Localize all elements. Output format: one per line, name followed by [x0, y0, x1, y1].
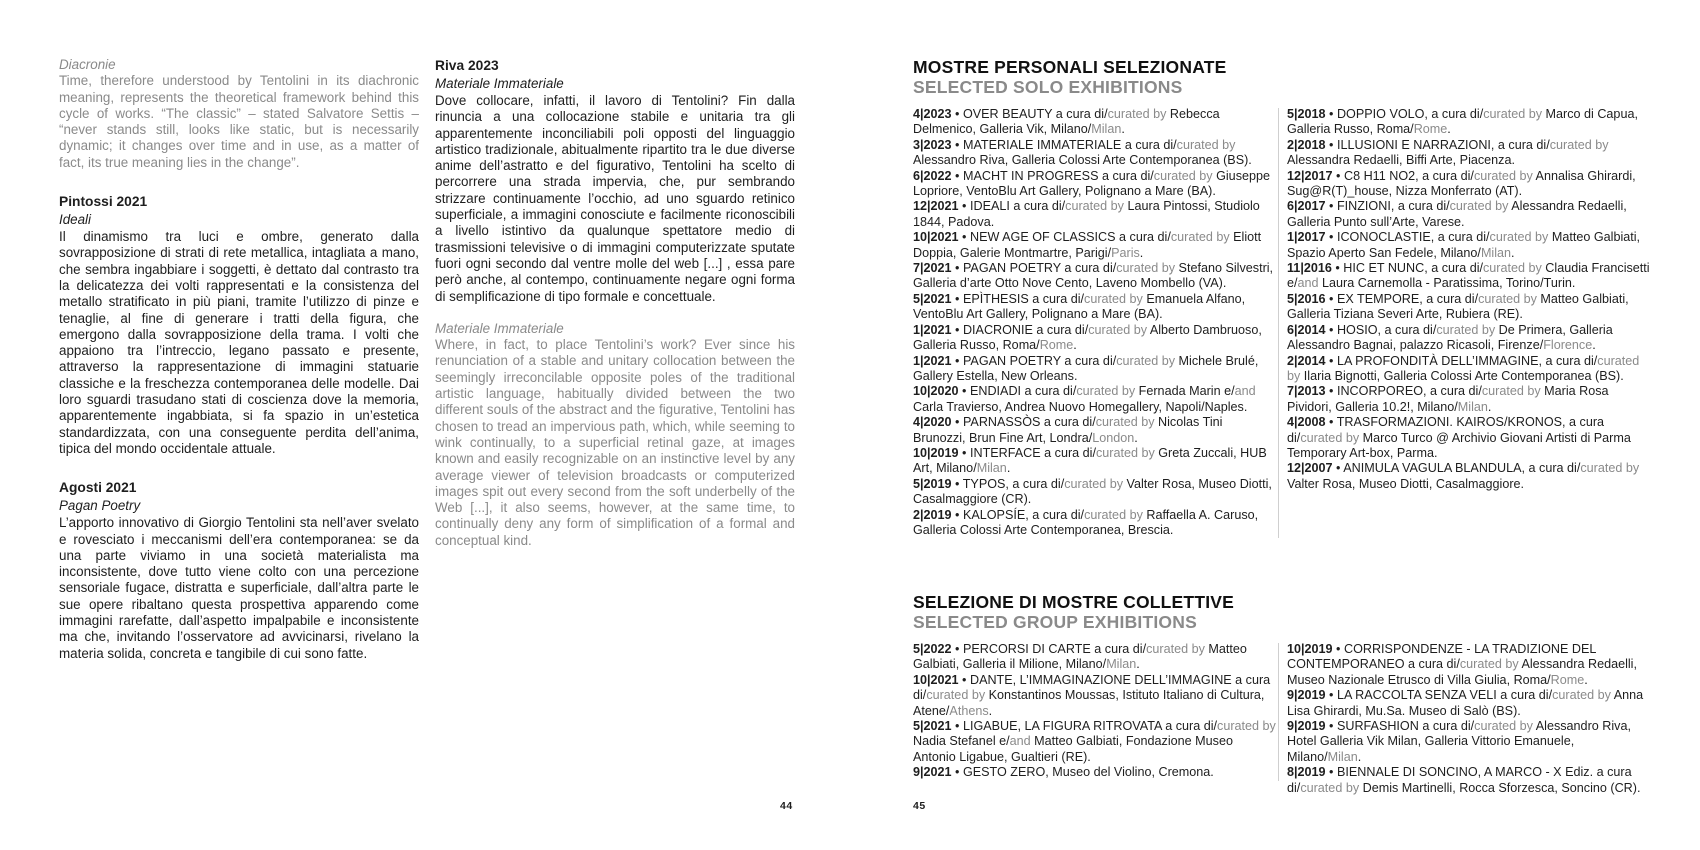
pintossi-subtitle: Ideali — [59, 212, 92, 228]
curated-by-label: curated by — [1459, 657, 1519, 672]
exhibition-entry — [1287, 415, 1650, 461]
exhibition-details-end: . — [1487, 399, 1492, 414]
curated-by-label: curated by — [1217, 719, 1276, 734]
curated-by-label: curated by — [1107, 107, 1167, 121]
exhibition-title: • INTERFACE a cura di/ — [958, 445, 1096, 460]
exhibition-details-end: . — [1584, 672, 1588, 687]
curated-by-label: curated by — [1064, 476, 1124, 491]
exhibition-title: • CORRISPONDENZE - LA TRADIZIONE DEL CONTEMPORANEO a cura di/ — [1287, 642, 1596, 672]
exhibition-title: • LA PROFONDITÀ DELL’IMMAGINE, a cura di/ — [1325, 353, 1598, 368]
curated-by-label: curated by — [1552, 688, 1611, 703]
exhibition-details: Ilaria Bignotti, Galleria Colossi Arte Contemporanea (BS). — [1300, 368, 1624, 383]
english-translation: London — [1092, 430, 1135, 445]
group-list-column-2 — [1287, 642, 1650, 796]
exhibition-entry — [913, 765, 1276, 780]
exhibition-entry — [913, 673, 1276, 719]
exhibition-date: 11|2016 — [1287, 261, 1332, 276]
exhibition-details-end: . — [1592, 338, 1596, 353]
exhibition-entry — [1287, 138, 1650, 169]
exhibition-title: • ENDIADI a cura di/ — [958, 384, 1077, 399]
curated-by-label: curated by — [1300, 430, 1360, 445]
curated-by-label: curated by — [1473, 168, 1533, 183]
page-number-left: 44 — [780, 800, 793, 812]
exhibition-date: 1|2017 — [1287, 230, 1326, 245]
exhibition-entry — [913, 292, 1276, 323]
exhibition-title: • HOSIO, a cura di/ — [1325, 322, 1437, 337]
curated-by-label: curated by — [1300, 780, 1360, 795]
exhibition-title: • PAGAN POETRY a cura di/ — [951, 261, 1117, 276]
exhibition-entry — [1287, 384, 1650, 415]
pintossi-text: Il dinamismo tra luci e ombre, generato dalla sovrapposizione di strati di rete metallica, intagliata a mano, che sembra ingabbiare i soggetti, è dettato dal contrasto tra la delicatezza dei volti rappresentati e la consistenza del metallo stratificato in più piani, tramite l’utilizzo di pinze e tenaglie, al fine di generare i tratti della figura, che emergono dalla sovrapposizione della trama. I volti che appaiono tra l’intreccio, legano passato e presente, attraverso la rappresentazione di immagini statuarie classiche e la freschezza contemporanea delle modelle. Dai loro sguardi trasudano stati di coscienza dove la memoria, apparentemente ingabbiata, si fa spazio in un’estetica standardizzata, con una conseguente perdita dell’anima, tipica del mondo occidentale attuale. — [59, 229, 419, 456]
exhibition-date: 10|2021 — [913, 672, 959, 687]
exhibition-details-end: . — [1447, 122, 1451, 137]
english-translation: and — [1009, 734, 1031, 749]
exhibition-details: Claudia Francisetti e/ — [1287, 261, 1650, 291]
exhibition-title: • LIGABUE, LA FIGURA RITROVATA a cura di/ — [951, 719, 1218, 734]
exhibition-details-end: . — [1134, 430, 1138, 445]
exhibition-title: • DOPPIO VOLO, a cura di/ — [1325, 107, 1484, 121]
exhibition-title: • SURFASHION a cura di/ — [1325, 719, 1475, 734]
diacronie-text: Time, therefore understood by Tentolini in its diachronic meaning, represents the theoretical framework behind this cycle of works. “The classic” – stated Salvatore Settis – “never stands still, looks like static, but is necessarily dynamic; it changes over time and in use, as a matter of fact, its true meaning lies in the change”. — [59, 73, 419, 170]
exhibition-details: Konstantinos Moussas, Istituto Italiano di Cultura, Atene/ — [913, 688, 1265, 718]
exhibition-details: Marco Turco @ Archivio Giovani Artisti di Parma Temporary Art-box, Parma. — [1287, 430, 1631, 460]
exhibition-details: Michele Brulé, Gallery Estella, New Orleans. — [913, 353, 1259, 383]
curated-by-label: curated by — [1084, 291, 1143, 306]
english-translation: Athens — [949, 703, 989, 718]
curated-by-label: curated by — [1483, 261, 1542, 276]
exhibition-title: • KALOPSÍE, a cura di/ — [951, 507, 1085, 522]
exhibition-entry — [913, 446, 1276, 477]
agosti-title: Agosti 2021 — [59, 480, 137, 496]
solo-title-en: SELECTED SOLO EXHIBITIONS — [913, 77, 1183, 97]
curated-by-label: curated by — [1170, 230, 1230, 245]
curated-by-label: curated by — [1489, 230, 1549, 245]
english-translation: Paris — [1111, 245, 1140, 260]
exhibition-entry — [913, 323, 1276, 354]
exhibition-title: • INCORPOREO, a cura di/ — [1325, 384, 1482, 399]
exhibition-date: 5|2018 — [1287, 107, 1326, 121]
solo-list-column-1 — [913, 107, 1276, 538]
exhibition-date: 10|2019 — [1287, 642, 1333, 656]
page-number-right: 45 — [913, 800, 926, 812]
exhibition-entry — [1287, 642, 1650, 688]
curated-by-label: curated by — [1153, 168, 1213, 183]
english-translation: Milan — [1480, 245, 1512, 260]
exhibition-details: De Primera, Galleria Alessandro Bagnai, palazzo Ricasoli, Firenze/ — [1287, 322, 1613, 353]
exhibition-details: Anna Lisa Ghirardi, Mu.Sa. Museo di Salò (BS). — [1287, 688, 1644, 718]
exhibition-date: 9|2021 — [913, 765, 952, 780]
exhibition-entry — [1287, 688, 1650, 719]
english-translation: Milan — [1327, 749, 1358, 764]
curated-by-label: curated by — [1095, 415, 1155, 430]
solo-heading — [913, 57, 1227, 97]
english-translation: and — [1234, 384, 1256, 399]
curated-by-label: curated by — [1076, 384, 1136, 399]
exhibition-date: 6|2022 — [913, 168, 952, 183]
exhibition-details: Valter Rosa, Museo Diotti, Casalmaggiore (CR). — [913, 476, 1272, 507]
exhibition-details: Annalisa Ghirardi, Sug@R(T)_house, Nizza Monferrato (AT). — [1287, 168, 1636, 199]
curated-by-label: curated by — [1436, 322, 1496, 337]
exhibition-details: Demis Martinelli, Rocca Sforzesca, Soncino (CR). — [1359, 780, 1641, 795]
group-divider — [1278, 643, 1279, 781]
exhibition-entry — [913, 138, 1276, 169]
exhibition-date: 2|2014 — [1287, 353, 1326, 368]
exhibition-date: 2|2019 — [913, 507, 952, 522]
curated-by-label: curated by — [1474, 719, 1533, 734]
right-page — [850, 0, 1700, 850]
exhibition-details: Fernada Marin e/ — [1135, 384, 1235, 399]
exhibition-date: 10|2020 — [913, 384, 959, 399]
english-translation: Rome — [1550, 672, 1585, 687]
english-translation: Rome — [1039, 338, 1074, 353]
diacronie-title: Diacronie — [59, 57, 116, 72]
exhibition-date: 9|2019 — [1287, 719, 1326, 734]
exhibition-title: • TRASFORMAZIONI. KAIROS/KRONOS, a cura di/ — [1287, 415, 1605, 445]
exhibition-details: Matteo Galbiati, Galleria il Milione, Milano/ — [913, 642, 1247, 672]
exhibition-details: Stefano Silvestri, Galleria d’arte Otto Nove Cento, Laveno Mombello (VA). — [913, 261, 1274, 291]
group-title-it: SELEZIONE DI MOSTRE COLLETTIVE — [913, 592, 1235, 612]
exhibition-details-end: Carla Travierso, Andrea Nuovo Homegallery, Napoli/Naples. — [913, 399, 1248, 414]
curated-by-label: curated by — [1580, 461, 1640, 476]
exhibition-title: • DANTE, L’IMMAGINAZIONE DELL’IMMAGINE a cura di/ — [913, 672, 1271, 703]
pintossi-title: Pintossi 2021 — [59, 194, 148, 210]
exhibition-date: 5|2016 — [1287, 291, 1326, 306]
exhibition-date: 8|2019 — [1287, 765, 1326, 780]
exhibition-entry — [1287, 765, 1650, 796]
agosti-text: L’apporto innovativo di Giorgio Tentolini sta nell’aver svelato e rovesciato i meccanismi dell’era contemporanea: se da una parte viviamo in una società materialista ma inconsistente, dove tutto viene colto con una percezione sensoriale fugace, distratta e superficiale, dall’altra parte le sue opere ribaltano questa prospettiva apparendo come immagini rarefatte, dall’aspetto impalpabile e inconsistente ma che, invitando l’osservatore ad avvicinarsi, rivelano la materia solida, concreta e tangibile di cui sono fatte. — [59, 515, 419, 661]
exhibition-entry — [913, 230, 1276, 261]
exhibition-date: 5|2021 — [913, 291, 952, 306]
exhibition-entry — [1287, 461, 1650, 492]
english-translation: Milan — [1457, 399, 1488, 414]
exhibition-date: 4|2008 — [1287, 415, 1326, 430]
exhibition-details: Raffaella A. Caruso, Galleria Colossi Arte Contemporanea, Brescia. — [913, 507, 1259, 537]
english-translation: Milan — [1091, 122, 1122, 137]
exhibition-entry — [913, 719, 1276, 765]
exhibition-details-end: . — [988, 703, 993, 718]
exhibition-entry — [1287, 169, 1650, 200]
riva-text: Dove collocare, infatti, il lavoro di Tentolini? Fin dalla rinuncia a una collocazione stabile e unitaria tra gli apparentemente inconciliabili poli opposti del linguaggio artistico tradizionale, abitualmente ripartito tra le due diverse anime dell’astratto e del figurativo, Tentolini ha scelto di percorrere una strada impervia, che, pur sembrando strizzare continuamente l’occhio, ad uno sguardo retinico superficiale, a immagini conosciute e facilmente riconoscibili a livello istintivo da qualunque spettatore medio di trasmissioni televisive o di immagini computerizzate sputate fuori ogni secondo dal ventre molle del web [...] , essa pare però anche, al contempo, continuamente negare ogni forma di semplificazione di tipo formale e concettuale. — [435, 93, 795, 304]
exhibition-entry — [1287, 354, 1650, 385]
exhibition-date: 4|2023 — [913, 107, 952, 121]
exhibition-date: 6|2017 — [1287, 199, 1326, 214]
exhibition-title: • C8 H11 NO2, a cura di/ — [1332, 168, 1474, 183]
exhibition-title: • PERCORSI DI CARTE a cura di/ — [951, 642, 1147, 656]
exhibition-title: • IDEALI a cura di/ — [958, 199, 1066, 214]
exhibition-title: • EPÌTHESIS a cura di/ — [951, 291, 1085, 306]
exhibition-entry — [1287, 261, 1650, 292]
exhibition-entry — [1287, 199, 1650, 230]
exhibition-entry — [1287, 323, 1650, 354]
exhibition-title: • ANIMULA VAGULA BLANDULA, a cura di/ — [1332, 461, 1581, 476]
exhibition-details: Rebecca Delmenico, Galleria Vik, Milano/ — [913, 107, 1220, 137]
exhibition-details-end: . — [1006, 461, 1011, 476]
left-column-1 — [59, 57, 419, 662]
exhibition-title: • LA RACCOLTA SENZA VELI a cura di/ — [1325, 688, 1553, 703]
exhibition-details: Matteo Galbiati, Spazio Aperto San Fedele, Milano/ — [1287, 230, 1641, 260]
exhibition-title: • DIACRONIE a cura di/ — [951, 322, 1089, 337]
curated-by-label: curated by — [1116, 261, 1176, 276]
exhibition-date: 3|2023 — [913, 137, 952, 152]
exhibition-title: • HIC ET NUNC, a cura di/ — [1331, 261, 1483, 276]
exhibition-details-end: . — [1121, 122, 1125, 137]
riva-en-text: Where, in fact, to place Tentolini’s work? Ever since his renunciation of a stable and unitary collocation between the seemingly irreconcilable opposite poles of the traditional artistic language, habitually divided between the two different souls of the abstract and the figurative, Tentolini has chosen to tread an impervious path, which, while seeming to wink continually, to a superficial retinal gaze, at images known and easily recognizable on an instinctive level by any average viewer of television broadcasts or computerized images spit out every second from the soft underbelly of the Web [...], it also seems, however, at the same time, to continually deny any form of simplification of a formal and conceptual kind. — [435, 337, 795, 548]
exhibition-details-end: Matteo Galbiati, Fondazione Museo Antonio Ligabue, Gualtieri (RE). — [913, 734, 1233, 764]
agosti-subtitle: Pagan Poetry — [59, 498, 141, 514]
curated-by-label: curated by — [1176, 137, 1236, 152]
exhibition-entry — [913, 107, 1276, 138]
exhibition-date: 12|2007 — [1287, 461, 1333, 476]
exhibition-title: • EX TEMPORE, a cura di/ — [1325, 291, 1479, 306]
exhibition-details-end: Laura Carnemolla - Paratissima, Torino/Turin. — [1318, 276, 1576, 291]
exhibition-title: • GESTO ZERO, Museo del Violino, Cremona. — [951, 765, 1214, 780]
group-title-en: SELECTED GROUP EXHIBITIONS — [913, 612, 1197, 632]
exhibition-details: Marco di Capua, Galleria Russo, Roma/ — [1287, 107, 1638, 137]
english-translation: Florence — [1543, 338, 1593, 353]
curated-by-label: curated by — [1287, 353, 1640, 383]
exhibition-entry — [913, 261, 1276, 292]
exhibition-title: • ICONOCLASTIE, a cura di/ — [1325, 230, 1490, 245]
left-column-2 — [435, 57, 795, 549]
exhibition-details-end: . — [1073, 338, 1077, 353]
solo-title-it: MOSTRE PERSONALI SELEZIONATE — [913, 57, 1227, 77]
curated-by-label: curated by — [1483, 107, 1543, 121]
exhibition-entry — [1287, 292, 1650, 323]
exhibition-entry — [913, 169, 1276, 200]
exhibition-details: Giuseppe Lopriore, VentoBlu Art Gallery, Polignano a Mare (BA). — [913, 168, 1271, 199]
exhibition-entry — [913, 415, 1276, 446]
exhibition-date: 10|2019 — [913, 445, 959, 460]
curated-by-label: curated by — [1095, 445, 1155, 460]
exhibition-details: Emanuela Alfano, VentoBlu Art Gallery, Polignano a Mare (BA). — [913, 291, 1246, 322]
exhibition-entry — [1287, 719, 1650, 765]
exhibition-date: 9|2019 — [1287, 688, 1326, 703]
exhibition-details: Alberto Dambruoso, Galleria Russo, Roma/ — [913, 322, 1262, 353]
exhibition-title: • TYPOS, a cura di/ — [951, 476, 1065, 491]
exhibition-details-end: . — [1136, 657, 1140, 672]
exhibition-details: Greta Zuccali, HUB Art, Milano/ — [913, 445, 1267, 476]
solo-divider — [1278, 108, 1279, 538]
exhibition-details: Eliott Doppia, Galerie Montmartre, Parigi/ — [913, 230, 1262, 260]
exhibition-date: 5|2019 — [913, 476, 952, 491]
exhibition-details: Maria Rosa Pividori, Galleria 10.2!, Milano/ — [1287, 384, 1609, 414]
exhibition-details: Alessandro Riva, Hotel Galleria Vik Milan, Galleria Vittorio Emanuele, Milano/ — [1287, 719, 1631, 764]
exhibition-details: Nicolas Tini Brunozzi, Brun Fine Art, Londra/ — [913, 415, 1223, 445]
exhibition-entry — [1287, 107, 1650, 138]
curated-by-label: curated by — [1549, 137, 1609, 152]
exhibition-entry — [1287, 230, 1650, 261]
curated-by-label: curated by — [1065, 199, 1124, 214]
curated-by-label: curated by — [1116, 353, 1176, 368]
exhibition-details: Alessandra Redaelli, Galleria Punto sull’Arte, Varese. — [1287, 199, 1627, 229]
exhibition-title: • PAGAN POETRY a cura di/ — [951, 353, 1117, 368]
english-translation: Milan — [1106, 657, 1137, 672]
exhibition-entry — [913, 384, 1276, 415]
exhibition-date: 5|2021 — [913, 719, 952, 734]
curated-by-label: curated by — [1481, 384, 1541, 399]
exhibition-details-end: . — [1139, 245, 1144, 260]
exhibition-date: 1|2021 — [913, 322, 952, 337]
exhibition-date: 7|2021 — [913, 261, 952, 276]
exhibition-details: Alessandro Riva, Galleria Colossi Arte Contemporanea (BS). — [913, 153, 1252, 168]
curated-by-label: curated by — [1084, 507, 1143, 522]
curated-by-label: curated by — [1449, 199, 1509, 214]
exhibition-title: • FINZIONI, a cura di/ — [1325, 199, 1450, 214]
exhibition-details: Nadia Stefanel e/ — [913, 734, 1010, 749]
group-heading — [913, 592, 1234, 632]
exhibition-title: • ILLUSIONI E NARRAZIONI, a cura di/ — [1325, 137, 1550, 152]
exhibition-entry — [913, 199, 1276, 230]
exhibition-details: Valter Rosa, Museo Diotti, Casalmaggiore. — [1287, 476, 1525, 491]
riva-title: Riva 2023 — [435, 58, 499, 73]
exhibition-date: 5|2022 — [913, 642, 952, 656]
exhibition-title: • PARNASSÒS a cura di/ — [951, 415, 1096, 430]
english-translation: and — [1297, 276, 1319, 291]
exhibition-entry — [913, 642, 1276, 673]
exhibition-date: 10|2021 — [913, 230, 959, 245]
exhibition-date: 4|2020 — [913, 415, 952, 430]
exhibition-entry — [913, 354, 1276, 385]
curated-by-label: curated by — [1146, 642, 1205, 656]
curated-by-label: curated by — [1088, 322, 1148, 337]
exhibition-entry — [913, 508, 1276, 539]
exhibition-title: • NEW AGE OF CLASSICS a cura di/ — [958, 230, 1171, 245]
curated-by-label: curated by — [1478, 291, 1537, 306]
exhibition-title: • MATERIALE IMMATERIALE a cura di/ — [951, 137, 1177, 152]
exhibition-details: Matteo Galbiati, Galleria Tiziana Severi Arte, Rubiera (RE). — [1287, 291, 1629, 322]
exhibition-title: • MACHT IN PROGRESS a cura di/ — [951, 168, 1154, 183]
exhibition-date: 7|2013 — [1287, 384, 1326, 399]
exhibition-title: • OVER BEAUTY a cura di/ — [951, 107, 1108, 121]
solo-list-column-2 — [1287, 107, 1650, 492]
curated-by-label: curated by — [926, 688, 986, 703]
exhibition-date: 6|2014 — [1287, 322, 1326, 337]
group-list-column-1 — [913, 642, 1276, 781]
exhibition-title: • BIENNALE DI SONCINO, A MARCO - X Ediz. a cura di/ — [1287, 765, 1632, 795]
riva-en-subtitle: Materiale Immateriale — [435, 320, 564, 336]
exhibition-date: 12|2017 — [1287, 168, 1333, 183]
riva-subtitle: Materiale Immateriale — [435, 76, 564, 91]
exhibition-date: 12|2021 — [913, 199, 959, 214]
exhibition-details: Laura Pintossi, Studiolo 1844, Padova. — [913, 199, 1260, 229]
exhibition-details: Alessandra Redaelli, Museo Nazionale Etrusco di Villa Giulia, Roma/ — [1287, 657, 1637, 687]
exhibition-details-end: . — [1357, 749, 1362, 764]
exhibition-details: Alessandra Redaelli, Biffi Arte, Piacenza. — [1287, 153, 1515, 168]
exhibition-details-end: . — [1511, 245, 1515, 260]
exhibition-date: 2|2018 — [1287, 137, 1326, 152]
exhibition-entry — [913, 477, 1276, 508]
english-translation: Milan — [976, 461, 1007, 476]
exhibition-date: 1|2021 — [913, 353, 952, 368]
english-translation: Rome — [1413, 122, 1448, 137]
